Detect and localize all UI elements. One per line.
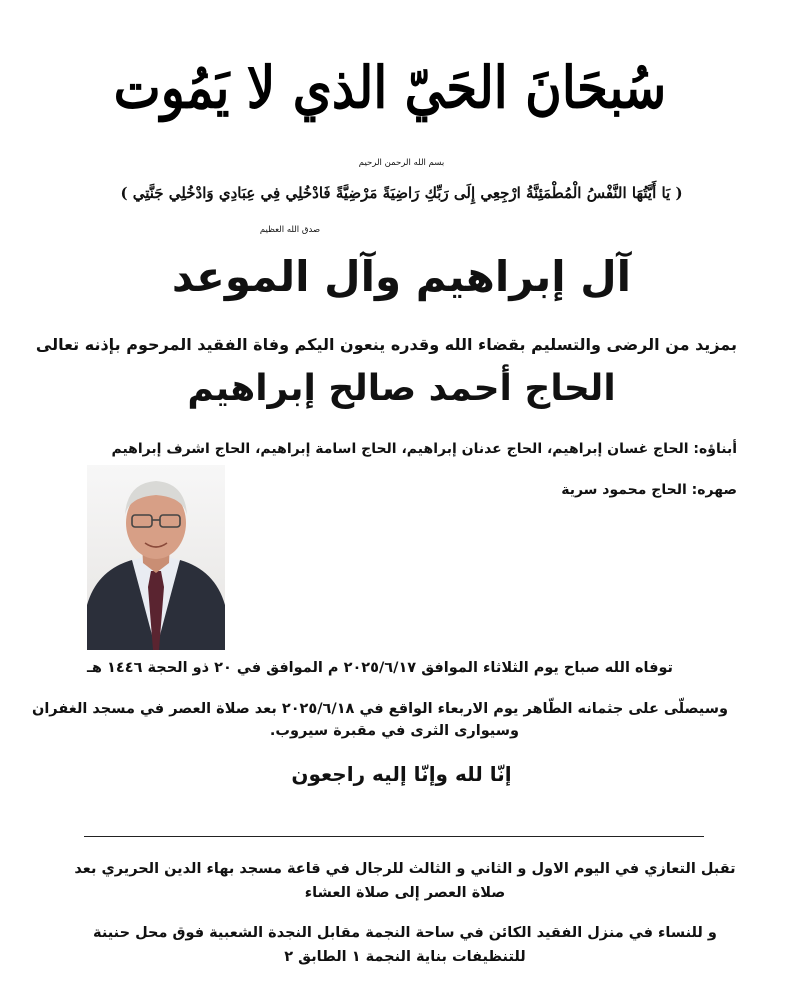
condolences-men: تقبل التعازي في اليوم الاول و الثاني و الثالث للرجال في قاعة مسجد بهاء الدين الحريري بعد صلاة العصر إلى صلاة العشاء [74,861,736,901]
sadaq-text: صدق الله العظيم [259,225,321,235]
burial-text: وسيوارى الثرى في مقبرة سيروب. [269,723,519,739]
quran-verse: ( يَا أَيَّتُهَا النَّفْسُ الْمُطْمَئِنَّةُ ارْجِعِي إِلَى رَبِّكِ رَاضِيَةً مَرْضِيَّةً فَادْخُلِي فِي عِبَادِي وَادْخُلِي جَنَّتِي ) [120,184,683,202]
calligraphy-text: سُبحَانَ الحَيّ الذي لا يَمُوت [113,53,667,122]
calligraphy-logo [110,38,670,138]
istirja-text: إنّا لله وإنّا إليه راجعون [291,762,512,786]
sons-list: أبناؤه: الحاج غسان إبراهيم، الحاج عدنان إبراهيم، الحاج اسامة إبراهيم، الحاج اشرف إبراهيم [111,441,737,457]
divider-line [84,836,704,837]
intro-text: بمزيد من الرضى والتسليم بقضاء الله وقدره ينعون اليكم وفاة الفقيد المرحوم بإذنه تعالى [35,335,737,354]
families-heading: آل إبراهيم وآل الموعد [171,252,632,301]
deceased-name: الحاج أحمد صالح إبراهيم [187,368,616,409]
portrait-photo [87,465,225,650]
portrait-illustration [87,465,225,650]
funeral-prayer-text: وسيصلّى على جثمانه الطّاهر يوم الاربعاء الواقع في ٢٠٢٥/٦/١٨ بعد صلاة العصر في مسجد الغفران [31,701,728,717]
condolences-women: و للنساء في منزل الفقيد الكائن في ساحة النجمة مقابل النجدة الشعبية فوق محل حنينة للتنظيفات بناية النجمة ١ الطابق ٢ [93,925,717,965]
death-date-text: توفاه الله صباح يوم الثلاثاء الموافق ٢٠٢٥/٦/١٧ م الموافق في ٢٠ ذو الحجة ١٤٤٦ هـ [86,660,674,676]
basmala: بسم الله الرحمن الرحيم [358,158,445,168]
son-in-law: صهره: الحاج محمود سرية [561,482,737,498]
